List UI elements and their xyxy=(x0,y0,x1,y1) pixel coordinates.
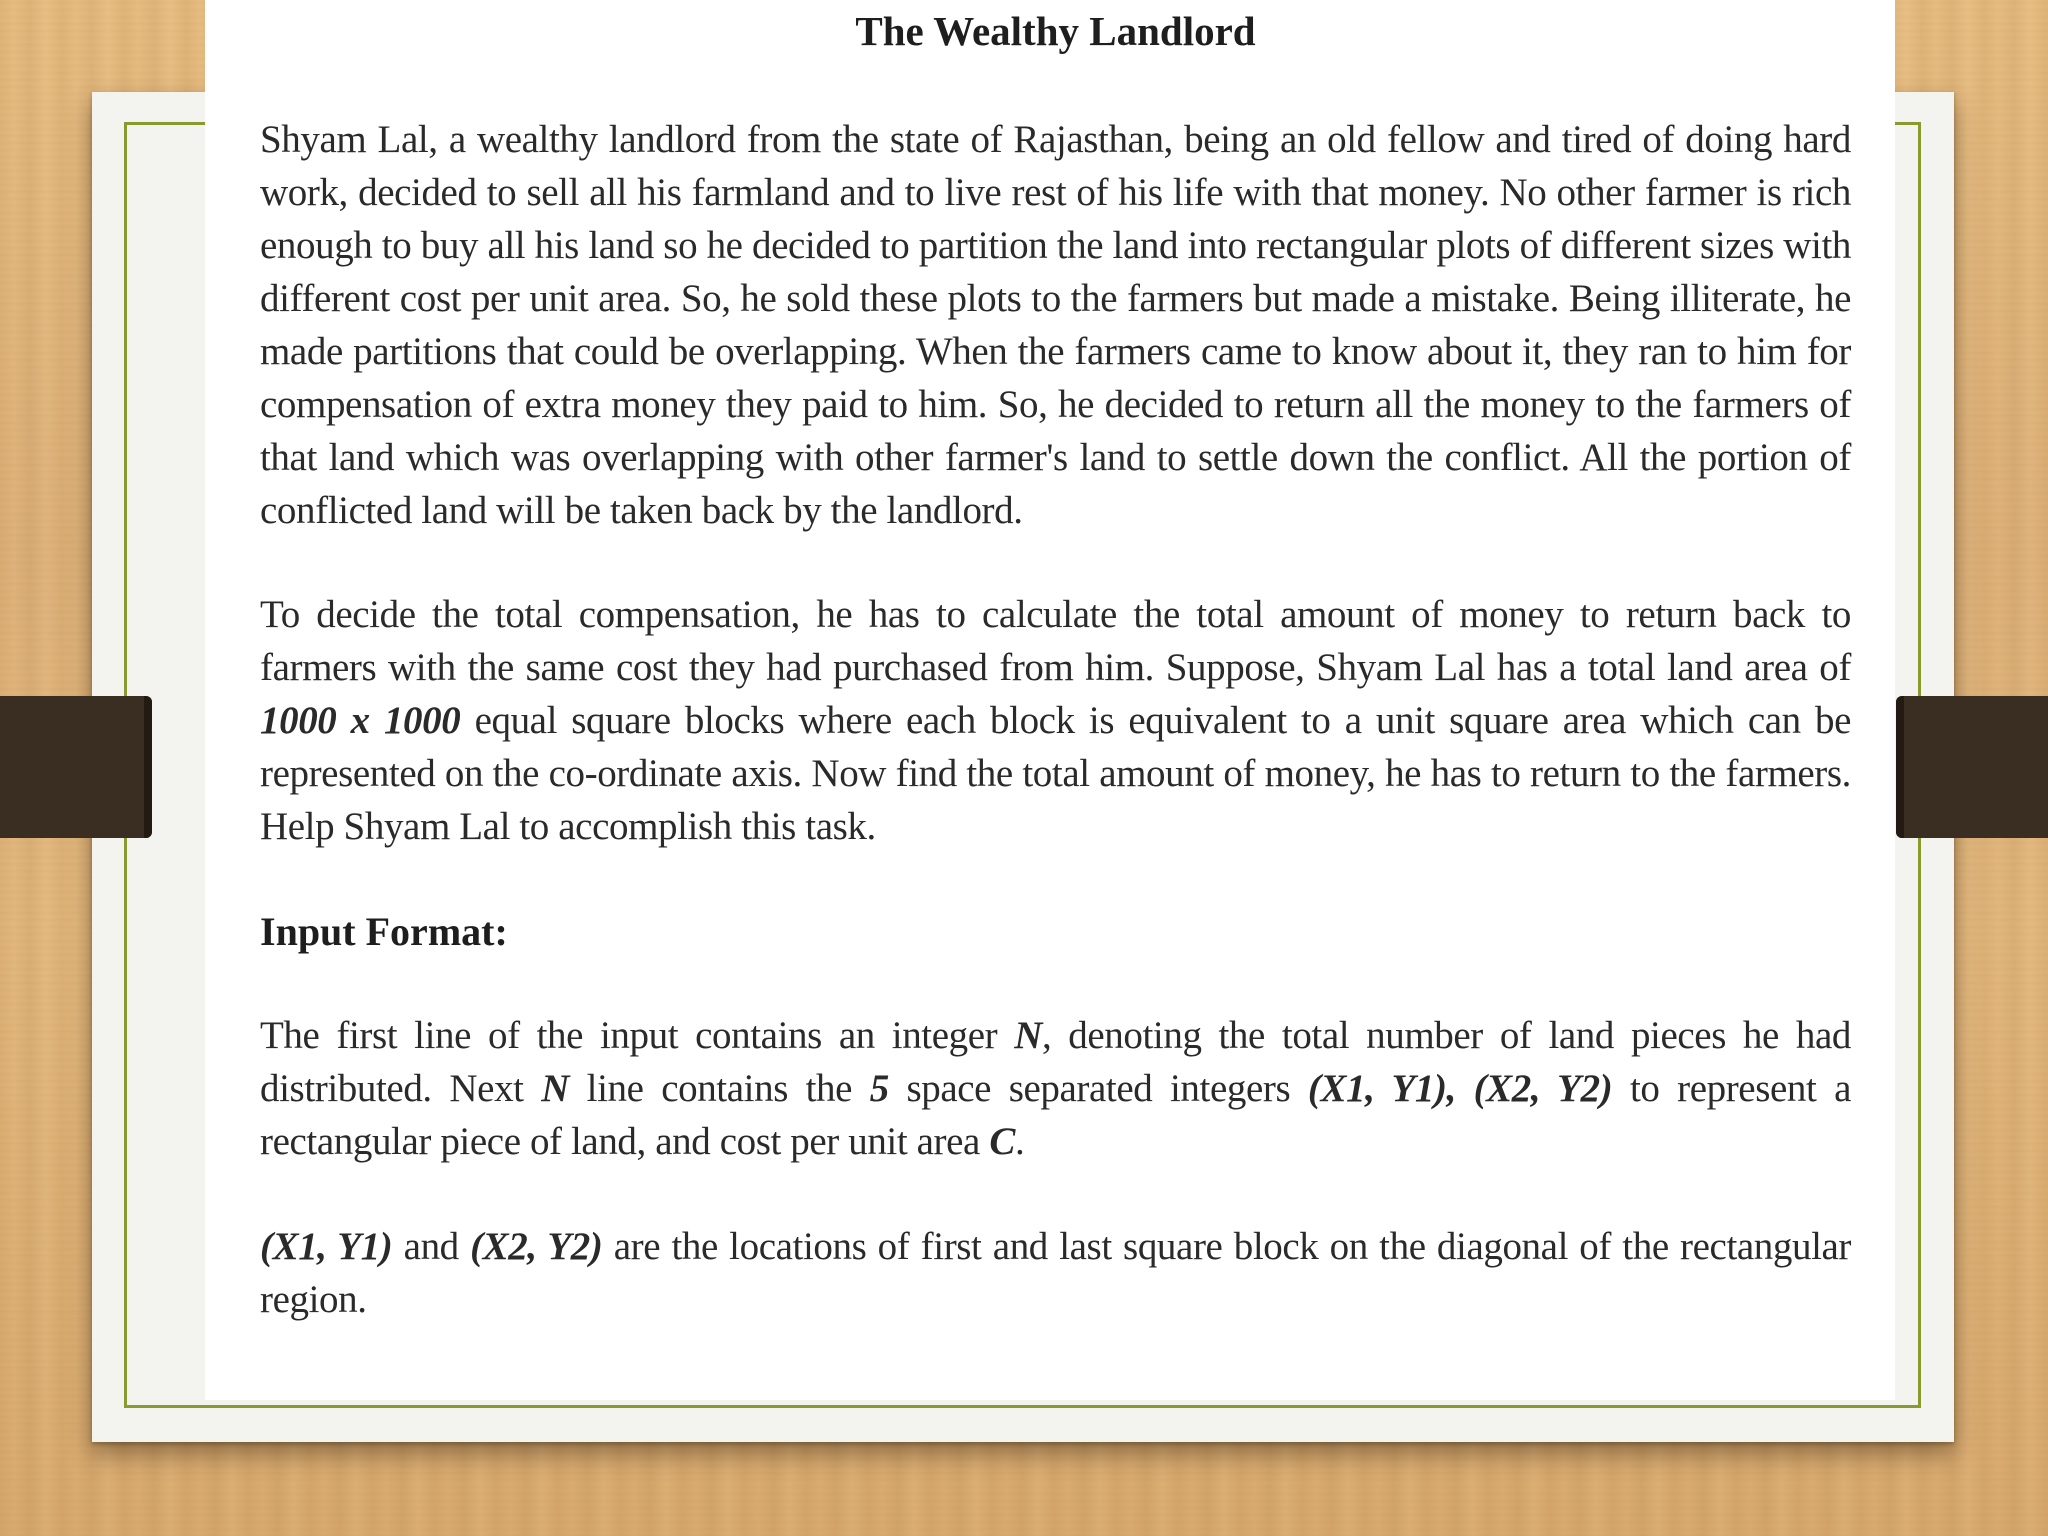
input-format-paragraph xyxy=(260,1009,1851,1168)
coordinate-last: (X2, Y2) xyxy=(1473,1067,1613,1110)
variable-n-second: N xyxy=(541,1067,570,1110)
compensation-text-start: To decide the total compensation, he has to calculate the total amount of money to return back to farmers with the same cost they had purchased from him. Suppose, Shyam Lal has a total land area of xyxy=(260,593,1851,689)
input-text-5: to represent a rectangular piece of land, and cost per unit area xyxy=(260,1067,1851,1163)
left-strap-decoration xyxy=(0,696,152,838)
diagonal-and: and xyxy=(392,1225,471,1268)
input-text-3: line contains the xyxy=(569,1067,870,1110)
input-text-4: space separated integers xyxy=(888,1067,1308,1110)
coordinate-first: (X1, Y1) xyxy=(1307,1067,1447,1110)
integer-count: 5 xyxy=(869,1067,889,1110)
input-text-2: , denoting the total number of land pieces he had distributed. Next xyxy=(260,1014,1851,1110)
variable-n: N xyxy=(1014,1014,1042,1057)
input-text-1: The first line of the input contains an integer xyxy=(260,1014,1015,1057)
compensation-text-end: equal square blocks where each block is equivalent to a unit square area which can be represented on the co-ordinate axis. Now find the total amount of money, he has to return to the farmers. Help Shyam Lal to accomplish this task. xyxy=(260,699,1851,848)
compensation-paragraph xyxy=(260,588,1851,853)
diagonal-coordinate-last: (X2, Y2) xyxy=(470,1225,603,1268)
input-format-heading: Input Format: xyxy=(260,909,508,954)
input-text-end: . xyxy=(1014,1120,1025,1163)
document-page xyxy=(205,0,1895,1400)
coordinate-separator: , xyxy=(1446,1067,1474,1110)
variable-c: C xyxy=(989,1120,1015,1163)
diagonal-coordinate-first: (X1, Y1) xyxy=(260,1225,393,1268)
right-strap-decoration xyxy=(1896,696,2048,838)
story-paragraph: Shyam Lal, a wealthy landlord from the state of Rajasthan, being an old fellow and tired of doing hard work, decided to sell all his farmland and to live rest of his life with that money. No other farmer is rich enough to buy all his land so he decided to partition the land into rectangular plots of different sizes with different cost per unit area. So, he sold these plots to the farmers but made a mistake. Being illiterate, he made partitions that could be overlapping. When the farmers came to know about it, they ran to him for compensation of extra money they paid to him. So, he decided to return all the money to the farmers of that land which was overlapping with other farmer's land to settle down the conflict. All the portion of conflicted land will be taken back by the landlord. xyxy=(260,118,1851,532)
diagonal-paragraph xyxy=(260,1220,1851,1326)
document-title: The Wealthy Landlord xyxy=(855,8,1256,54)
diagonal-text: are the locations of first and last square block on the diagonal of the rectangular region. xyxy=(260,1225,1852,1321)
grid-size-value: 1000 x 1000 xyxy=(260,699,461,742)
